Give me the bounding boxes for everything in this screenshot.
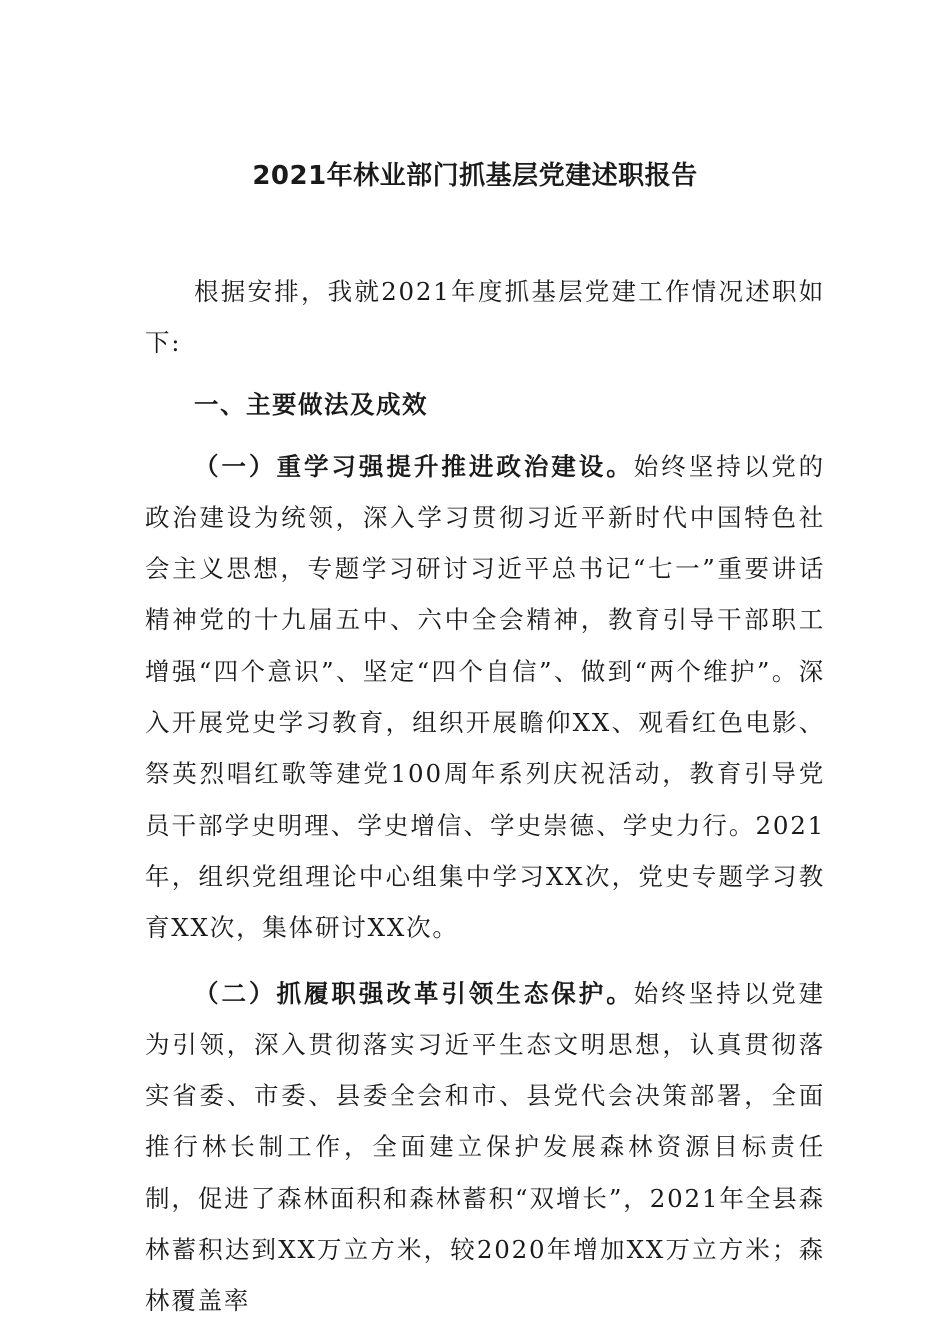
intro-paragraph: 根据安排，我就2021年度抓基层党建工作情况述职如下:	[145, 277, 825, 358]
paragraph-body: 始终坚持以党建为引领，深入贯彻落实习近平生态文明思想，认真贯彻落实省委、市委、县委全会和市、县党代会决策部署，全面推行林长制工作，全面建立保护发展森林资源目标责任制，促进了森林面积和森林蓄积“双增长”，2021年全县森林蓄积达到XX万立方米，较2020年增加XX万立方米；森林覆盖率	[145, 978, 825, 1316]
paragraph-body: 始终坚持以党的政治建设为统领，深入学习贯彻习近平新时代中国特色社会主义思想，专题学习研讨习近平总书记“七一”重要讲话精神党的十九届五中、六中全会精神，教育引导干部职工增强“四个意识”、坚定“四个自信”、做到“两个维护”。深入开展党史学习教育，组织开展瞻仰XX、观看红色电影、祭英烈唱红歌等建党100周年系列庆祝活动，教育引导党员干部学史明理、学史增信、学史崇德、学史力行。2021年，组织党组理论中心组集中学习XX次，党史专题学习教育XX次，集体研讨XX次。	[145, 451, 825, 943]
document-body	[145, 266, 825, 1327]
paragraph-political-construction	[145, 441, 825, 954]
paragraph-lead: （一）重学习强提升推进政治建设。	[194, 451, 634, 481]
paragraph-lead: （二）抓履职强改革引领生态保护。	[194, 978, 634, 1008]
paragraph-ecological-protection	[145, 968, 825, 1327]
document-title: 2021年林业部门抓基层党建述职报告	[252, 161, 698, 191]
section-heading: 一、主要做法及成效	[194, 389, 428, 419]
